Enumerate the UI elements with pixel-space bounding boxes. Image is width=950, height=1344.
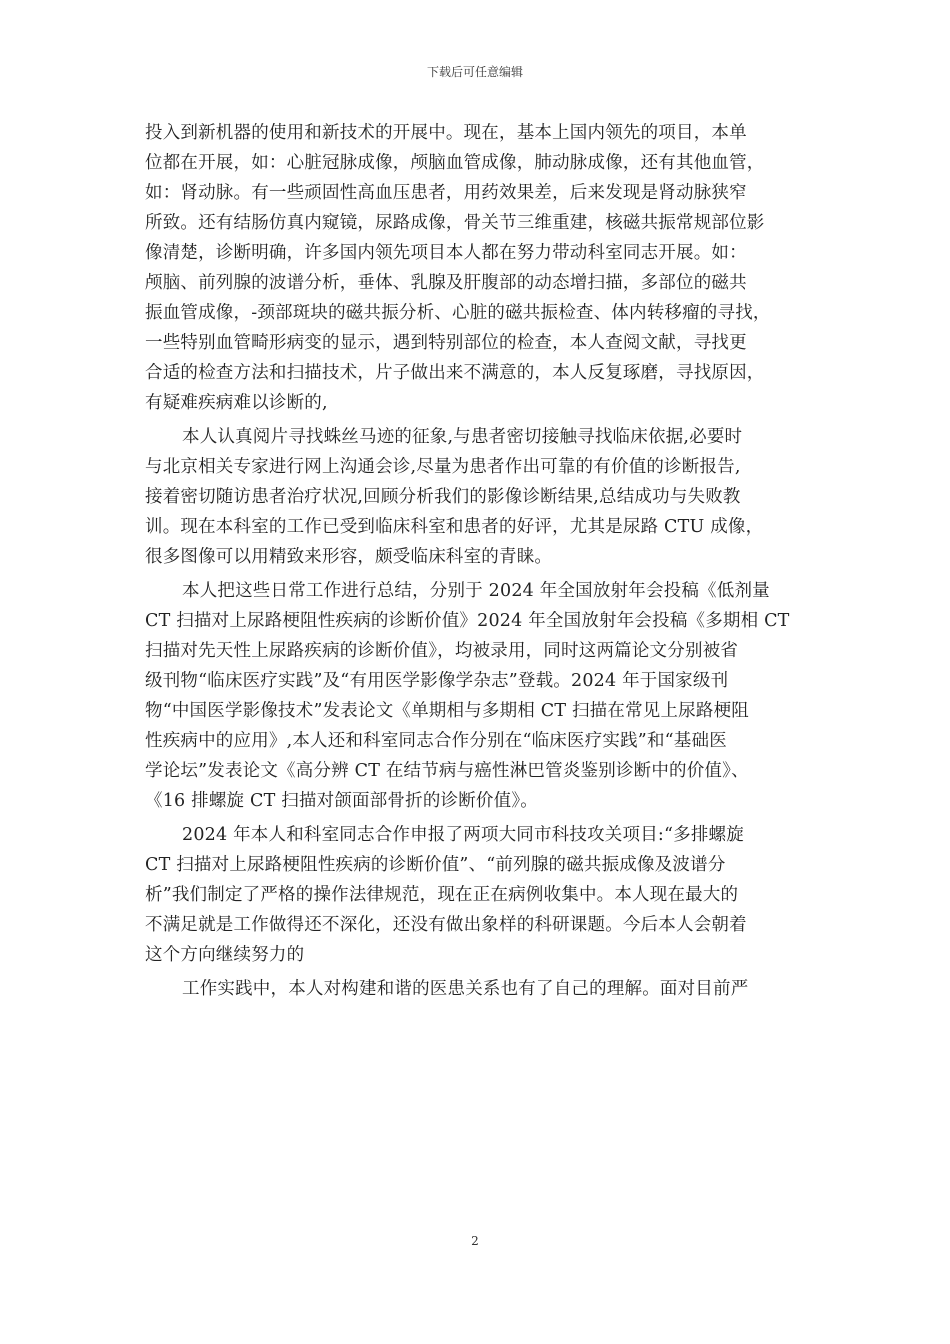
text-line: 2024 年本人和科室同志合作申报了两项大同市科技攻关项目:“多排螺旋 (182, 825, 744, 845)
paragraph-5 (145, 974, 807, 1004)
text-line: 位都在开展，如：心脏冠脉成像，颅脑血管成像，肺动脉成像，还有其他血管， (145, 153, 765, 173)
text-line: 《16 排螺旋 CT 扫描对颌面部骨折的诊断价值》。 (145, 791, 538, 811)
text-line: 本人把这些日常工作进行总结，分别于 2024 年全国放射年会投稿《低剂量 (182, 581, 770, 601)
text-line: 合适的检查方法和扫描技术，片子做出来不满意的，本人反复琢磨，寻找原因， (145, 363, 765, 383)
text-line: 析”我们制定了严格的操作法律规范，现在正在病例收集中。本人现在最大的 (145, 885, 739, 905)
text-line: CT 扫描对上尿路梗阻性疾病的诊断价值”、“前列腺的磁共振成像及波谱分 (145, 855, 726, 875)
text-line: 一些特别血管畸形病变的显示，遇到特别部位的检查，本人查阅文献，寻找更 (145, 333, 747, 353)
text-line: 投入到新机器的使用和新技术的开展中。现在，基本上国内领先的项目，本单 (145, 123, 747, 143)
text-line: 像清楚，诊断明确，许多国内领先项目本人都在努力带动科室同志开展。如： (145, 243, 747, 263)
paragraph-1 (145, 118, 807, 418)
text-line: 训。现在本科室的工作已受到临床科室和患者的好评，尤其是尿路 CTU 成像， (145, 517, 764, 537)
text-line: 级刊物“临床医疗实践”及“有用医学影像学杂志”登载。2024 年于国家级刊 (145, 671, 729, 691)
text-line: 如：肾动脉。有一些顽固性高血压患者，用药效果差，后来发现是肾动脉狭窄 (145, 183, 747, 203)
text-line: 学论坛”发表论文《高分辨 CT 在结节病与癌性淋巴管炎鉴别诊断中的价值》、 (145, 761, 749, 781)
text-line: 有疑难疾病难以诊断的, (145, 393, 328, 413)
text-line: 振血管成像，-颈部斑块的磁共振分析、心脏的磁共振检查、体内转移瘤的寻找， (145, 303, 771, 323)
page-number: 2 (471, 1234, 479, 1248)
paragraph-2 (145, 422, 807, 572)
document-body (145, 118, 807, 1004)
text-line: CT 扫描对上尿路梗阻性疾病的诊断价值》2024 年全国放射年会投稿《多期相 CT (145, 611, 790, 631)
paragraph-4 (145, 820, 807, 970)
text-line: 性疾病中的应用》,本人还和科室同志合作分别在“临床医疗实践”和“基础医 (145, 731, 727, 751)
text-line: 物“中国医学影像技术”发表论文《单期相与多期相 CT 扫描在常见上尿路梗阻 (145, 701, 749, 721)
text-line: 这个方向继续努力的 (145, 945, 305, 965)
paragraph-3 (145, 576, 807, 816)
text-line: 颅脑、前列腺的波谱分析，垂体、乳腺及肝腹部的动态增扫描，多部位的磁共 (145, 273, 747, 293)
text-line: 所致。还有结肠仿真内窥镜，尿路成像，骨关节三维重建，核磁共振常规部位影 (145, 213, 765, 233)
text-line: 接着密切随访患者治疗状况,回顾分析我们的影像诊断结果,总结成功与失败教 (145, 487, 741, 507)
text-line: 工作实践中，本人对构建和谐的医患关系也有了自己的理解。面对目前严 (182, 979, 749, 999)
text-line: 扫描对先天性上尿路疾病的诊断价值》，均被录用，同时这两篇论文分别被省 (145, 641, 739, 661)
text-line: 与北京相关专家进行网上沟通会诊,尽量为患者作出可靠的有价值的诊断报告, (145, 457, 741, 477)
text-line: 本人认真阅片寻找蛛丝马迹的征象,与患者密切接触寻找临床依据,必要时 (182, 427, 743, 447)
text-line: 很多图像可以用精致来形容，颇受临床科室的青睐。 (145, 547, 553, 567)
text-line: 不满足就是工作做得还不深化，还没有做出象样的科研课题。今后本人会朝着 (145, 915, 747, 935)
page-header: 下载后可任意编辑 (426, 65, 523, 79)
